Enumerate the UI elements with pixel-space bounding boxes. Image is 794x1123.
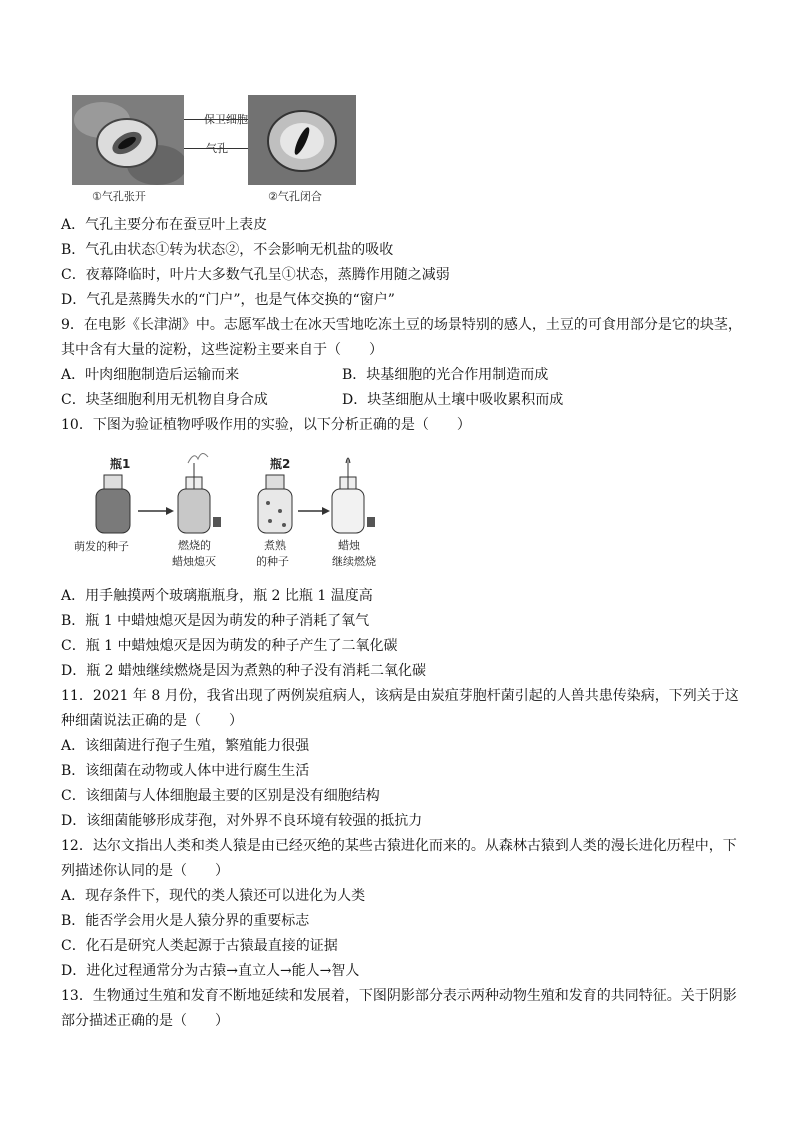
bottle2-label: 瓶2 [270, 457, 291, 471]
q11-option-a: A．该细菌进行孢子生殖，繁殖能力很强 [61, 738, 310, 754]
label-guard-cell: 保卫细胞 [204, 113, 248, 126]
q10-stem: 10．下图为验证植物呼吸作用的实验，以下分析正确的是（ ） [61, 417, 471, 433]
caption-burn-line2: 继续燃烧 [332, 555, 376, 568]
q10-option-c: C．瓶 1 中蜡烛熄灭是因为萌发的种子产生了二氧化碳 [61, 638, 398, 654]
q9-stem-line1: 9．在电影《长津湖》中。志愿军战士在冰天雪地吃冻土豆的场景特别的感人，土豆的可食用部分是它的块茎， [61, 317, 742, 333]
pointer-line-guard [184, 119, 248, 120]
q8-option-d: D．气孔是蒸腾失水的“门户”，也是气体交换的“窗户” [61, 292, 395, 308]
q9-option-c: C．块茎细胞利用无机物自身合成 [61, 392, 268, 408]
q9-option-d: D．块茎细胞从土壤中吸收累积而成 [342, 392, 564, 408]
q8-option-c: C．夜幕降临时，叶片大多数气孔呈①状态，蒸腾作用随之减弱 [61, 267, 450, 283]
q9-stem-line2: 其中含有大量的淀粉，这些淀粉主要来自于（ ） [61, 342, 383, 358]
q12-option-b: B．能否学会用火是人猿分界的重要标志 [61, 913, 310, 929]
caption-sprouting-seeds: 萌发的种子 [74, 540, 129, 553]
stomata-figure [72, 93, 362, 205]
q11-stem-line1: 11．2021 年 8 月份，我省出现了两例炭疽病人，该病是由炭疽芽胞杆菌引起的人兽共患传染病，下列关于这 [61, 688, 739, 704]
q13-stem-line1: 13．生物通过生殖和发育不断地延续和发展着，下图阴影部分表示两种动物生殖和发育的共同特征。关于阴影 [61, 988, 737, 1004]
q10-option-b: B．瓶 1 中蜡烛熄灭是因为萌发的种子消耗了氧气 [61, 613, 370, 629]
q10-option-d: D．瓶 2 蜡烛继续燃烧是因为煮熟的种子没有消耗二氧化碳 [61, 663, 427, 679]
caption-extinguish-line1: 燃烧的 [178, 539, 211, 552]
stoma-closed-photo [248, 95, 356, 185]
caption-stoma-closed: ②气孔闭合 [268, 190, 322, 203]
caption-extinguish-line2: 蜡烛熄灭 [172, 555, 216, 568]
bottle1-label: 瓶1 [110, 457, 131, 471]
pointer-line-stoma [184, 148, 248, 149]
q9-option-b: B．块基细胞的光合作用制造而成 [342, 367, 549, 383]
q8-option-a: A．气孔主要分布在蚕豆叶上表皮 [61, 217, 268, 233]
q10-option-a: A．用手触摸两个玻璃瓶瓶身，瓶 2 比瓶 1 温度高 [61, 588, 373, 604]
respiration-experiment-figure [70, 445, 400, 575]
q13-stem-line2: 部分描述正确的是（ ） [61, 1013, 229, 1029]
q11-stem-line2: 种细菌说法正确的是（ ） [61, 713, 243, 729]
q11-option-c: C．该细菌与人体细胞最主要的区别是没有细胞结构 [61, 788, 380, 804]
q12-option-d: D．进化过程通常分为古猿→直立人→能人→智人 [61, 963, 360, 979]
q9-option-a: A．叶肉细胞制造后运输而来 [61, 367, 240, 383]
q12-option-c: C．化石是研究人类起源于古猿最直接的证据 [61, 938, 338, 954]
q12-option-a: A．现存条件下，现代的类人猿还可以进化为人类 [61, 888, 366, 904]
stoma-open-photo [72, 95, 184, 185]
q11-option-b: B．该细菌在动物或人体中进行腐生生活 [61, 763, 310, 779]
label-stoma: 气孔 [206, 142, 228, 155]
caption-stoma-open: ①气孔张开 [92, 190, 146, 203]
caption-cooked-line2: 的种子 [256, 555, 289, 568]
q12-stem-line1: 12．达尔文指出人类和类人猿是由已经灭绝的某些古猿进化而来的。从森林古猿到人类的漫长进化历程中，下 [61, 838, 737, 854]
q11-option-d: D．该细菌能够形成芽孢，对外界不良环境有较强的抵抗力 [61, 813, 423, 829]
caption-cooked-line1: 煮熟 [264, 539, 286, 552]
q12-stem-line2: 列描述你认同的是（ ） [61, 863, 229, 879]
q8-option-b: B．气孔由状态①转为状态②，不会影响无机盐的吸收 [61, 242, 394, 258]
caption-burn-line1: 蜡烛 [338, 539, 360, 552]
